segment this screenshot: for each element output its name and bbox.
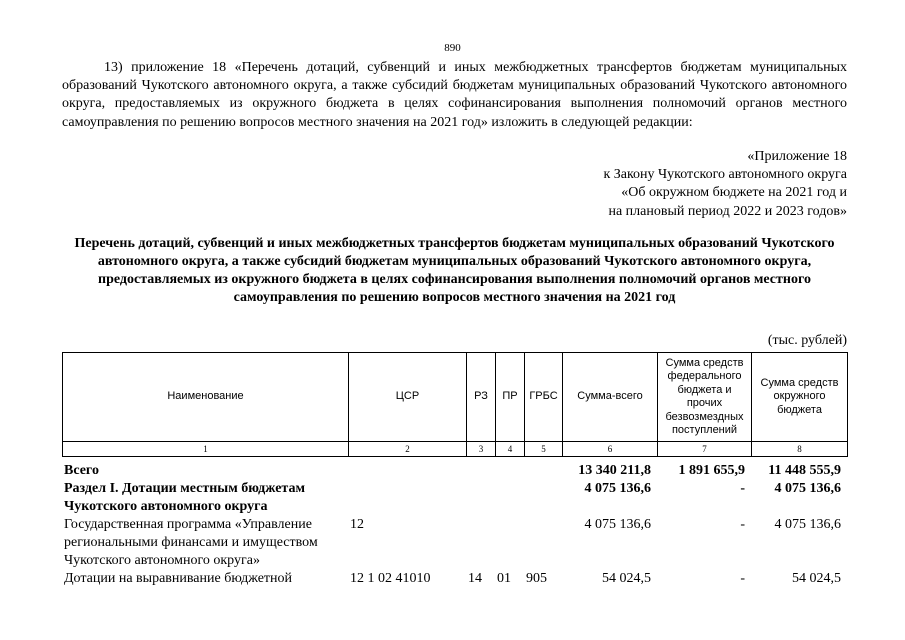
- row-total: 13 340 211,8: [578, 463, 651, 478]
- column-header-pr: ПР: [496, 353, 525, 442]
- table-row: [62, 570, 847, 588]
- row-rz: [466, 480, 495, 516]
- column-number: 2: [349, 442, 467, 457]
- column-number: 3: [467, 442, 496, 457]
- row-pr: [495, 462, 524, 480]
- row-district: 11 448 555,9: [768, 463, 841, 478]
- table-row-total: [62, 462, 847, 480]
- row-grbs: [524, 480, 562, 516]
- row-rz: 14: [468, 571, 482, 586]
- row-name: Раздел I. Дотации местным бюджетам Чукотского автономного округа: [64, 481, 306, 514]
- table-row: [62, 516, 847, 570]
- column-header-total: Сумма-всего: [563, 353, 658, 442]
- appendix-reference: [603, 148, 847, 221]
- column-number: 8: [752, 442, 848, 457]
- row-total: 4 075 136,6: [584, 481, 651, 496]
- table-header: [62, 352, 848, 457]
- budget-table: [62, 462, 847, 588]
- row-district: 4 075 136,6: [774, 517, 841, 532]
- column-header-grbs: ГРБС: [525, 353, 563, 442]
- row-pr: [495, 516, 524, 570]
- row-name: Всего: [64, 463, 99, 478]
- column-header-rz: РЗ: [467, 353, 496, 442]
- column-number: 7: [658, 442, 752, 457]
- row-csr: [348, 480, 466, 516]
- row-csr: 12 1 02 41010: [350, 571, 431, 586]
- row-federal: -: [740, 481, 745, 496]
- row-rz: [466, 462, 495, 480]
- units-label: (тыс. рублей): [767, 333, 847, 348]
- column-header-district: Сумма средств окружного бюджета: [752, 353, 848, 442]
- row-pr: 01: [497, 571, 511, 586]
- row-csr: 12: [350, 517, 364, 532]
- intro-paragraph: 13) приложение 18 «Перечень дотаций, субвенций и иных межбюджетных трансфертов бюджетам муниципальных образований Чукотского автономного округа, а также субсидий бюджетам муниципальных образований Чукотского автономного округа, предоставляемых из окружного бюджета в целях софинансирования выполнения полномочий органов местного самоуправления по решению вопросов местного значения на 2021 год» изложить в следующей редакции:: [62, 60, 847, 130]
- row-rz: [466, 516, 495, 570]
- row-total: 4 075 136,6: [584, 517, 651, 532]
- row-federal: -: [740, 571, 745, 586]
- column-number: 6: [563, 442, 658, 457]
- row-name: Дотации на выравнивание бюджетной: [64, 571, 293, 586]
- column-number-row: [63, 442, 848, 457]
- header-row: [63, 353, 848, 442]
- row-district: 4 075 136,6: [774, 481, 841, 496]
- appendix-line: «Приложение 18: [747, 149, 847, 164]
- page-number: 890: [444, 42, 461, 54]
- row-grbs: [524, 516, 562, 570]
- appendix-line: к Закону Чукотского автономного округа: [603, 167, 847, 183]
- document-title: Перечень дотаций, субвенций и иных межбюджетных трансфертов бюджетам муниципальных образований Чукотского автономного округа, а также субсидий бюджетам муниципальных образований Чукотского автономного округа, предоставляемых из окружного бюджета в целях софинансирования выполнения полномочий органов местного самоуправления по решению вопросов местного значения на 2021 год: [74, 236, 835, 305]
- row-grbs: 905: [526, 571, 547, 586]
- row-pr: [495, 480, 524, 516]
- column-header-federal: Сумма средств федерального бюджета и прочих безвозмездных поступлений: [658, 353, 752, 442]
- column-header-csr: ЦСР: [349, 353, 467, 442]
- row-total: 54 024,5: [602, 571, 651, 586]
- row-name: Государственная программа «Управление региональными финансами и имуществом Чукотского автономного округа»: [64, 517, 318, 568]
- row-csr: [348, 462, 466, 480]
- column-number: 5: [525, 442, 563, 457]
- row-federal: -: [740, 517, 745, 532]
- row-grbs: [524, 462, 562, 480]
- row-district: 54 024,5: [792, 571, 841, 586]
- appendix-line: «Об окружном бюджете на 2021 год и: [621, 185, 847, 201]
- appendix-line: на плановый период 2022 и 2023 годов»: [608, 203, 847, 219]
- row-federal: 1 891 655,9: [678, 463, 745, 478]
- column-number: 4: [496, 442, 525, 457]
- table-row-section: [62, 480, 847, 516]
- column-number: 1: [63, 442, 349, 457]
- column-header-name: Наименование: [63, 353, 349, 442]
